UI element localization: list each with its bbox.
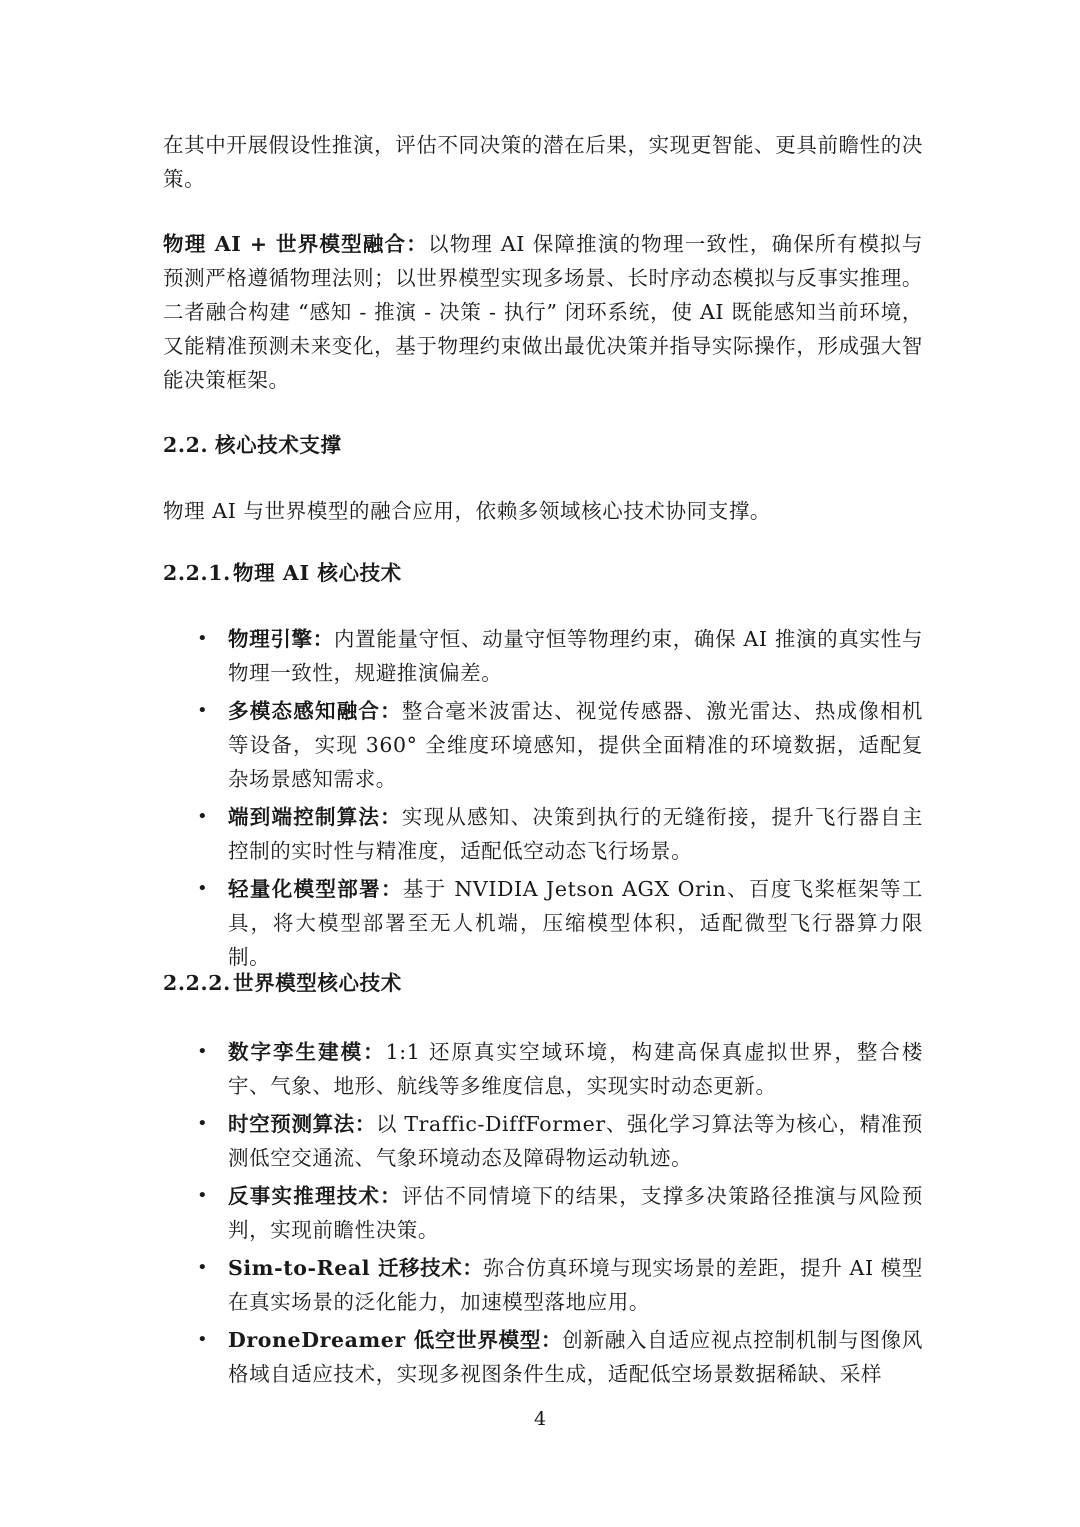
fusion-paragraph-text: 以物理 AI 保障推演的物理一致性，确保所有模拟与预测严格遵循物理法则；以世界模型实现多场景、长时序动态模拟与反事实推理。二者融合构建 “感知 - 推演 - 决策 - 执行” 闭环系统，使 AI 既能感知当前环境，又能精准预测未来变化，基于物理约束做出最优决策并指导实际操作，形成强大智能决策框架。 bbox=[163, 232, 923, 392]
section-2-2-1-number: 2.2.1. bbox=[163, 561, 231, 585]
list-item-text: 实现从感知、决策到执行的无缝衔接，提升飞行器自主控制的实时性与精准度，适配低空动态飞行场景。 bbox=[228, 805, 923, 863]
list-item-label: 端到端控制算法： bbox=[228, 805, 402, 829]
list-item-text: 创新融入自适应视点控制机制与图像风格域自适应技术，实现多视图条件生成，适配低空场景数据稀缺、采样 bbox=[228, 1328, 923, 1386]
list-item-text: 评估不同情境下的结果，支撑多决策路径推演与风险预判，实现前瞻性决策。 bbox=[228, 1184, 923, 1242]
list-item-label: 反事实推理技术： bbox=[228, 1184, 402, 1208]
list-item-text: 基于 NVIDIA Jetson AGX Orin、百度飞桨框架等工具，将大模型部署至无人机端，压缩模型体积，适配微型飞行器算力限制。 bbox=[228, 877, 923, 969]
fusion-paragraph bbox=[163, 227, 923, 397]
section-2-2-1-heading bbox=[163, 556, 402, 590]
section-2-2-heading bbox=[163, 428, 342, 462]
intro-paragraph bbox=[163, 128, 923, 196]
page-number: 4 bbox=[533, 1408, 547, 1430]
list-item-text: 以 Traffic-DiffFormer、强化学习算法等为核心，精准预测低空交通流、气象环境动态及障碍物运动轨迹。 bbox=[228, 1112, 923, 1170]
list-item-label: 时空预测算法： bbox=[228, 1112, 377, 1136]
list-item bbox=[163, 1179, 923, 1247]
bullet-icon: • bbox=[197, 1185, 209, 1206]
list-item bbox=[163, 1251, 923, 1319]
section-2-2-2-title: 世界模型核心技术 bbox=[233, 971, 402, 995]
list-item-label: 物理引擎： bbox=[228, 627, 334, 651]
list-item bbox=[163, 872, 923, 974]
bullet-icon: • bbox=[197, 1257, 209, 1278]
bullet-icon: • bbox=[197, 1041, 209, 1062]
list-item-text: 1:1 还原真实空域环境，构建高保真虚拟世界，整合楼宇、气象、地形、航线等多维度信息，实现实时动态更新。 bbox=[228, 1040, 924, 1098]
list-item-label: 数字孪生建模： bbox=[228, 1040, 386, 1064]
world-model-tech-list bbox=[163, 1035, 923, 1395]
bullet-icon: • bbox=[197, 1113, 209, 1134]
list-item bbox=[163, 1035, 923, 1103]
section-2-2-title: 核心技术支撑 bbox=[215, 433, 342, 457]
bullet-icon: • bbox=[197, 1329, 209, 1350]
intro-paragraph-text: 在其中开展假设性推演，评估不同决策的潜在后果，实现更智能、更具前瞻性的决策。 bbox=[163, 133, 923, 191]
fusion-paragraph-label: 物理 AI + 世界模型融合： bbox=[163, 232, 428, 256]
list-item-label: 轻量化模型部署： bbox=[228, 877, 403, 901]
section-2-2-number: 2.2. bbox=[163, 433, 209, 457]
bullet-icon: • bbox=[197, 628, 209, 649]
bullet-icon: • bbox=[197, 806, 209, 827]
section-2-2-intro bbox=[163, 494, 923, 528]
section-2-2-2-number: 2.2.2. bbox=[163, 971, 231, 995]
section-2-2-1-title: 物理 AI 核心技术 bbox=[233, 561, 402, 585]
list-item-label: 多模态感知融合： bbox=[228, 699, 402, 723]
list-item bbox=[163, 1107, 923, 1175]
physical-ai-tech-list bbox=[163, 622, 923, 978]
section-2-2-intro-text: 物理 AI 与世界模型的融合应用，依赖多领域核心技术协同支撑。 bbox=[163, 499, 772, 523]
list-item-text: 整合毫米波雷达、视觉传感器、激光雷达、热成像相机等设备，实现 360° 全维度环境感知，提供全面精准的环境数据，适配复杂场景感知需求。 bbox=[228, 699, 923, 791]
list-item-text: 内置能量守恒、动量守恒等物理约束，确保 AI 推演的真实性与物理一致性，规避推演偏差。 bbox=[228, 627, 924, 685]
list-item-label: Sim-to-Real 迁移技术： bbox=[228, 1256, 484, 1280]
bullet-icon: • bbox=[197, 878, 209, 899]
list-item-text: 弥合仿真环境与现实场景的差距，提升 AI 模型在真实场景的泛化能力，加速模型落地应用。 bbox=[228, 1256, 924, 1314]
list-item bbox=[163, 800, 923, 868]
bullet-icon: • bbox=[197, 700, 209, 721]
list-item-label: DroneDreamer 低空世界模型： bbox=[228, 1328, 563, 1352]
list-item bbox=[163, 1323, 923, 1391]
list-item bbox=[163, 622, 923, 690]
list-item bbox=[163, 694, 923, 796]
section-2-2-2-heading bbox=[163, 966, 402, 1000]
